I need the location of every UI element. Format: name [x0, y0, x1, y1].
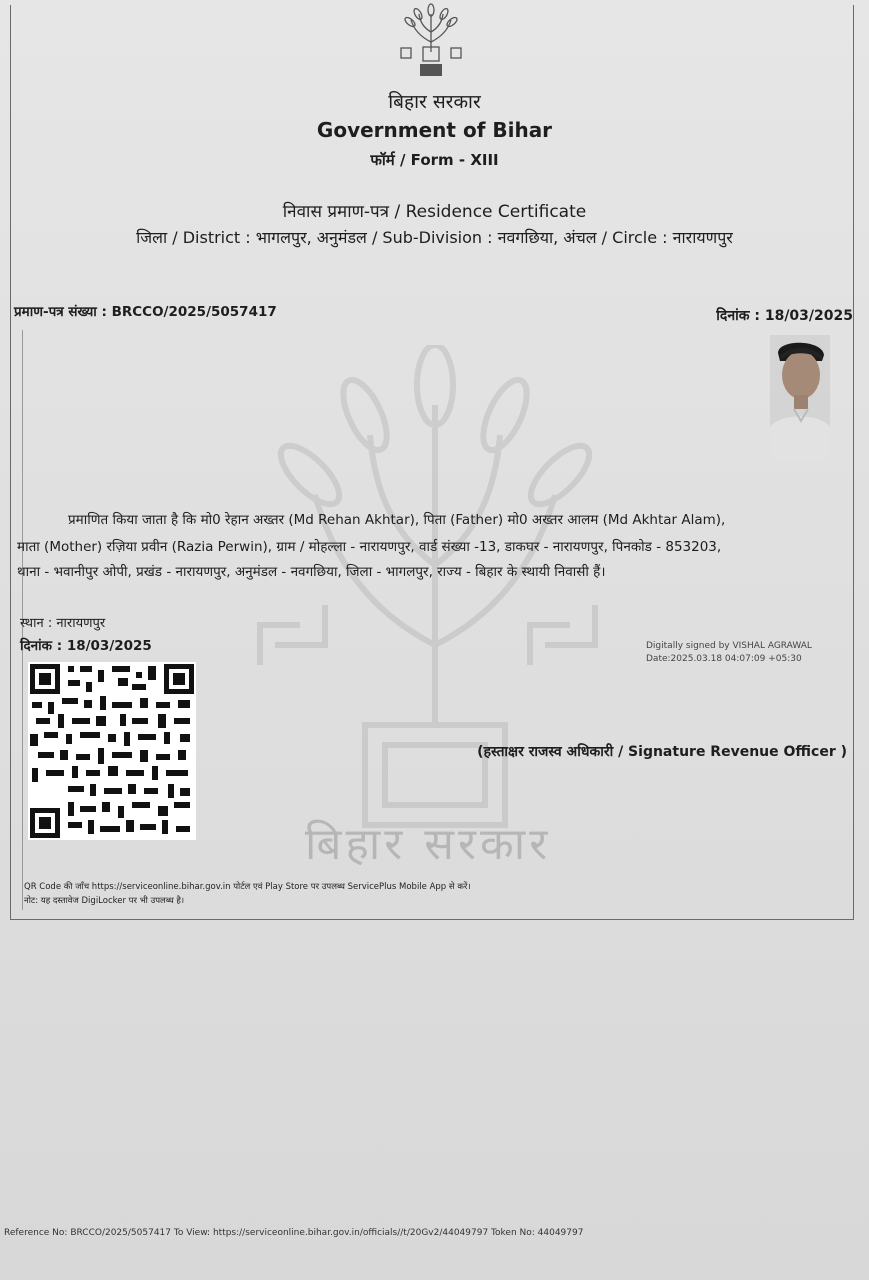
bihar-emblem-watermark-icon	[255, 345, 615, 875]
certificate-date: दिनांक : 18/03/2025	[716, 308, 853, 324]
digilocker-note: नोट: यह दस्तावेज DigiLocker पर भी उपलब्ध है।	[24, 896, 185, 906]
watermark-text: बिहार सरकार	[305, 819, 552, 870]
district-line: जिला / District : भागलपुर, अनुमंडल / Sub-Division : नवगछिया, अंचल / Circle : नारायणपुर	[136, 228, 733, 247]
form-number: फॉर्म / Form - XIII	[370, 151, 499, 169]
issue-date: दिनांक : 18/03/2025	[20, 638, 152, 654]
digital-signature-name: Digitally signed by VISHAL AGRAWAL	[646, 641, 812, 651]
certificate-number: प्रमाण-पत्र संख्या : BRCCO/2025/5057417	[14, 304, 277, 320]
bihar-emblem-icon	[396, 2, 466, 82]
certificate-body-line-3: थाना - भवानीपुर ओपी, प्रखंड - नारायणपुर, अनुमंडल - नवगछिया, जिला - भागलपुर, राज्य - बिहार के स्थायी निवासी हैं।	[17, 564, 606, 580]
gov-hindi: बिहार सरकार	[388, 91, 481, 113]
certificate-body-line-2: माता (Mother) रज़िया प्रवीन (Razia Perwin), ग्राम / मोहल्ला - नारायणपुर, वार्ड संख्या -13, डाकघर - नारायणपुर, पिनकोड - 853203,	[17, 539, 722, 555]
digital-signature-date: Date:2025.03.18 04:07:09 +05:30	[646, 654, 802, 664]
reference-line: Reference No: BRCCO/2025/5057417 To View: https://serviceonline.bihar.gov.in/officials//t/20Gv2/44049797 Token No: 44049797	[4, 1228, 584, 1238]
certificate-title: निवास प्रमाण-पत्र / Residence Certificate	[282, 202, 587, 222]
qr-verification-note: QR Code की जाँच https://serviceonline.bihar.gov.in पोर्टल एवं Play Store पर उपलब्ध ServicePlus Mobile App से करें।	[24, 882, 471, 892]
qr-code-icon	[28, 662, 196, 840]
applicant-photo	[770, 335, 830, 460]
issue-place: स्थान : नारायणपुर	[20, 616, 106, 631]
signature-label: (हस्ताक्षर राजस्व अधिकारी / Signature Revenue Officer )	[477, 744, 847, 760]
gov-english: Government of Bihar	[316, 118, 553, 142]
certificate-body-line-1: प्रमाणित किया जाता है कि मो0 रेहान अख्तर (Md Rehan Akhtar), पिता (Father) मो0 अख्तर आलम (Md Akhtar Alam),	[68, 512, 726, 528]
